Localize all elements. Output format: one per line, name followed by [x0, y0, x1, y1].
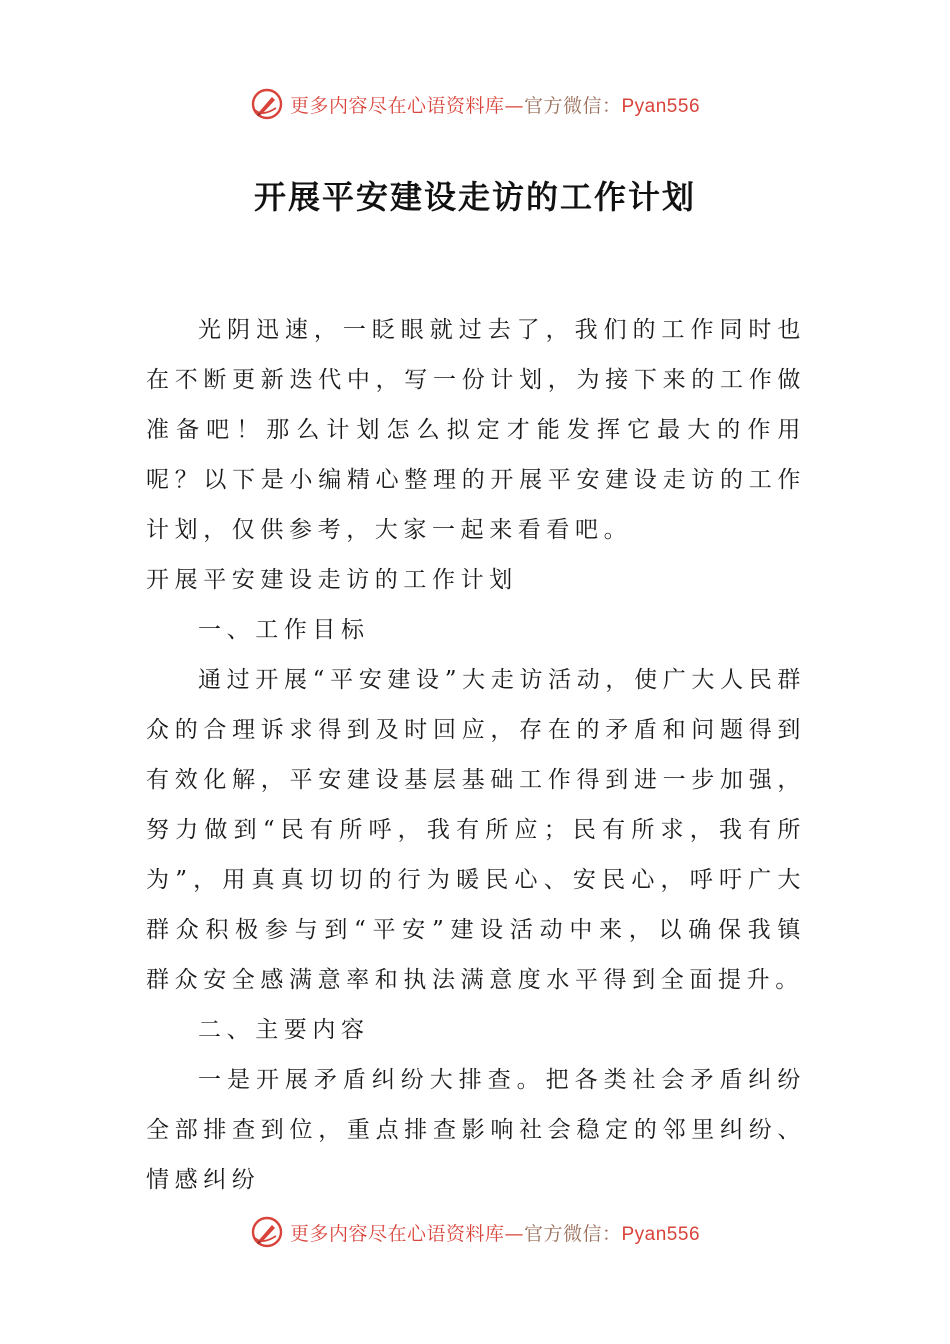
banner-wechat-id: Pyan556 — [621, 1223, 701, 1245]
goals-paragraph: 通过开展“平安建设”大走访活动，使广大人民群众的合理诉求得到及时回应，存在的矛盾和问题得到有效化解，平安建设基层基础工作得到进一步加强，努力做到“民有所呼，我有所应；民有所求，我有所为”，用真真切切的行为暖民心、安民心，呼吁广大群众积极参与到“平安”建设活动中来，以确保我镇群众安全感满意率和执法满意度水平得到全面提升。 — [146, 667, 806, 993]
banner-separator: — — [504, 1222, 524, 1245]
banner-contact-label: 官方微信： — [523, 94, 622, 117]
footer-banner — [0, 1212, 950, 1252]
banner-contact-label: 官方微信： — [523, 1222, 622, 1245]
section-heading-content: 二、主要内容 — [198, 1017, 370, 1043]
subtitle-line: 开展平安建设走访的工作计划 — [146, 567, 518, 593]
intro-paragraph: 光阴迅速，一眨眼就过去了，我们的工作同时也在不断更新迭代中，写一份计划，为接下来的工作做准备吧！那么计划怎么拟定才能发挥它最大的作用呢？以下是小编精心整理的开展平安建设走访的工作计划，仅供参考，大家一起来看看吧。 — [146, 317, 806, 543]
pen-logo-icon — [250, 87, 284, 121]
banner-wechat-id: Pyan556 — [621, 95, 701, 117]
banner-main-text: 更多内容尽在心语资料库 — [289, 1222, 505, 1245]
document-body — [146, 305, 806, 1205]
header-banner — [0, 84, 950, 124]
banner-separator: — — [504, 94, 524, 117]
document-title: 开展平安建设走访的工作计划 — [253, 178, 696, 216]
pen-logo-icon — [250, 1215, 284, 1249]
content-paragraph: 一是开展矛盾纠纷大排查。把各类社会矛盾纠纷全部排查到位，重点排查影响社会稳定的邻里纠纷、情感纠纷 — [146, 1067, 806, 1193]
section-heading-goals: 一、工作目标 — [198, 617, 370, 643]
banner-main-text: 更多内容尽在心语资料库 — [289, 94, 505, 117]
